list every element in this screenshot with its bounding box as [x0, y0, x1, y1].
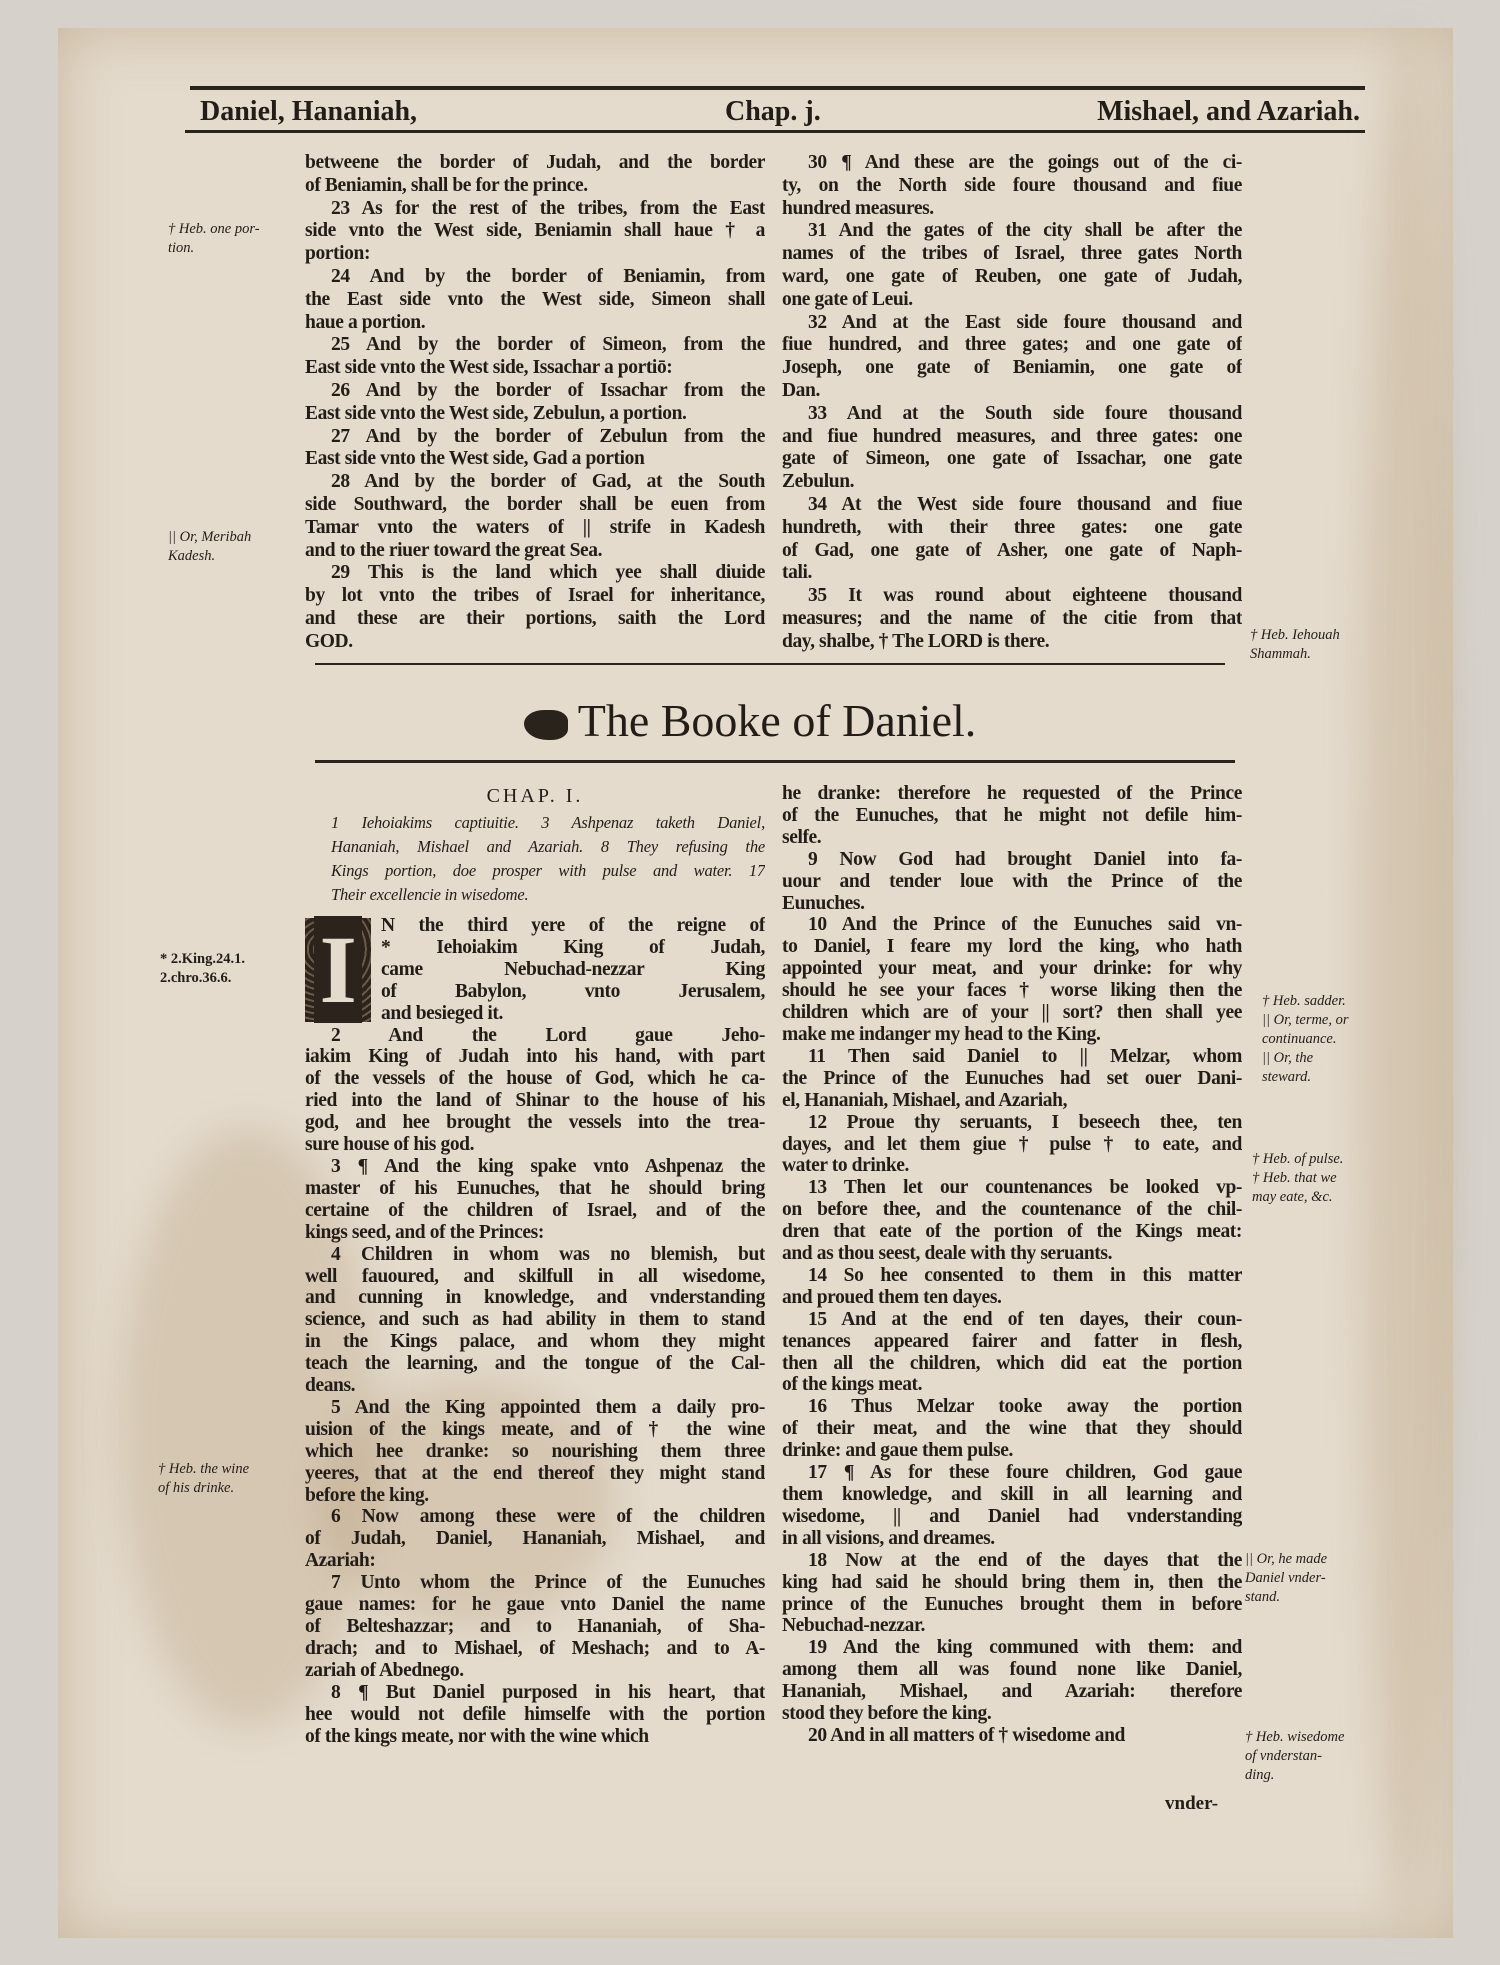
- text-line: sure house of his god.: [305, 1134, 475, 1156]
- text-line: East side vnto the West side, Issachar a portiō:: [305, 357, 673, 379]
- text-line: 4 Children in whom was no blemish, but: [331, 1243, 765, 1265]
- text-line: make me indanger my head to the King.: [782, 1023, 1101, 1045]
- text-line: 33 And at the South side foure thousand: [808, 402, 1242, 424]
- margin-note-line: † Heb. one por-: [168, 221, 260, 237]
- text-line: prince of the Eunuches brought them in before: [782, 1593, 1242, 1615]
- text-line: gate of Simeon, one gate of Issachar, one gate: [782, 448, 1242, 470]
- text-line: water to drinke.: [782, 1155, 910, 1177]
- text-line: Hananiah, Mishael, and Azariah: therefore: [782, 1681, 1242, 1703]
- text-line: and these are their portions, saith the Lord: [305, 607, 765, 629]
- text-line: of the Eunuches, that he might not defile him-: [782, 804, 1242, 826]
- text-line: N the third yere of the reigne of: [381, 915, 765, 936]
- text-line: Dan.: [782, 379, 820, 401]
- header-bottom-rule: [185, 130, 1365, 133]
- text-line: certaine of the children of Israel, and of the: [305, 1199, 765, 1221]
- text-line: well fauoured, and skilfull in all wisedome,: [305, 1265, 765, 1287]
- text-line: of the kings meate, nor with the wine which: [305, 1725, 649, 1747]
- margin-note: [158, 1460, 293, 1498]
- text-line: master of his Eunuches, that he should bring: [305, 1177, 765, 1199]
- text-line: 29 This is the land which yee shall diuide: [331, 562, 765, 584]
- margin-note-line: stand.: [1245, 1589, 1281, 1605]
- text-line: measures; and the name of the citie from that: [782, 607, 1242, 629]
- text-line: 26 And by the border of Issachar from the: [331, 379, 765, 401]
- text-line: tali.: [782, 562, 812, 584]
- margin-note-line: steward.: [1262, 1069, 1312, 1085]
- margin-note-line: Kadesh.: [168, 548, 216, 564]
- margin-note-line: † Heb. that we: [1252, 1170, 1337, 1186]
- text-line: Zebulun.: [782, 471, 855, 493]
- text-column-top-right: [782, 152, 1242, 654]
- margin-note-line: of his drinke.: [158, 1480, 235, 1496]
- text-line: ward, one gate of Reuben, one gate of Judah,: [782, 265, 1242, 287]
- text-line: Azariah:: [305, 1550, 376, 1572]
- text-line: 7 Unto whom the Prince of the Eunuches: [331, 1572, 765, 1594]
- text-line: GOD.: [305, 630, 353, 652]
- text-line: of Judah, Daniel, Hananiah, Mishael, and: [305, 1528, 765, 1550]
- text-line: 14 So hee consented to them in this matter: [808, 1264, 1242, 1286]
- text-line: should he see your faces † worse liking then the: [782, 980, 1242, 1002]
- text-line: Tamar vnto the waters of || strife in Kadesh: [305, 516, 765, 538]
- drop-cap-letter: I: [314, 916, 363, 1023]
- margin-note: [168, 220, 303, 258]
- margin-note-line: tion.: [168, 240, 195, 256]
- summary-line: Their excellencie in wisedome.: [331, 885, 529, 904]
- text-line: dren that eate of the portion of the Kings meat:: [782, 1221, 1242, 1243]
- text-line: of the vessels of the house of God, which he ca-: [305, 1068, 765, 1090]
- text-line: betweene the border of Judah, and the border: [305, 152, 765, 173]
- margin-note-line: † Heb. wisedome: [1245, 1729, 1345, 1745]
- text-line: East side vnto the West side, Zebulun, a portion.: [305, 402, 687, 424]
- margin-note-line: of vnderstan-: [1245, 1748, 1322, 1764]
- margin-note: [1252, 1150, 1387, 1207]
- text-line: deans.: [305, 1375, 356, 1397]
- text-column-bottom-right: [782, 783, 1242, 1747]
- margin-note: [160, 950, 295, 988]
- text-line: iakim King of Judah into his hand, with part: [305, 1046, 765, 1068]
- text-line: and besieged it.: [381, 1002, 503, 1024]
- text-line: side Southward, the border shall be euen from: [305, 493, 765, 515]
- text-line: drach; and to Mishael, of Meshach; and to A-: [305, 1637, 765, 1659]
- text-line: Joseph, one gate of Beniamin, one gate of: [782, 357, 1242, 379]
- text-line: stood they before the king.: [782, 1703, 992, 1725]
- text-line: 2 And the Lord gaue Jeho-: [331, 1024, 765, 1046]
- book-title-text: The Booke of Daniel.: [577, 695, 977, 746]
- text-line: tenances appeared fairer and fatter in flesh,: [782, 1330, 1242, 1352]
- text-line: 15 And at the end of ten dayes, their coun-: [808, 1308, 1242, 1330]
- margin-note-line: may eate, &c.: [1252, 1189, 1333, 1205]
- text-line: 10 And the Prince of the Eunuches said vn-: [808, 914, 1242, 936]
- text-line: teach the learning, and the tongue of the Cal-: [305, 1353, 765, 1375]
- text-line: came Nebuchad-nezzar King: [381, 958, 765, 980]
- text-line: 32 And at the East side foure thousand and: [808, 311, 1242, 333]
- text-line: hundred measures.: [782, 197, 934, 219]
- text-line: hee would not defile himselfe with the portion: [305, 1703, 765, 1725]
- text-line: of Gad, one gate of Asher, one gate of Naph-: [782, 539, 1242, 561]
- text-line: names of the tribes of Israel, three gates North: [782, 243, 1242, 265]
- text-line: among them all was found none like Daniel,: [782, 1659, 1242, 1681]
- text-line: god, and hee brought the vessels into the trea-: [305, 1112, 765, 1134]
- margin-note-line: || Or, Meribah: [168, 529, 252, 545]
- text-line: 34 At the West side foure thousand and fiue: [808, 493, 1242, 515]
- text-line: 27 And by the border of Zebulun from the: [331, 425, 765, 447]
- margin-note-line: * 2.King.24.1.: [160, 951, 245, 967]
- text-line: uision of the kings meate, and of † the wine: [305, 1418, 765, 1440]
- text-line: 17 ¶ As for these foure children, God gaue: [808, 1462, 1242, 1484]
- text-line: haue a portion.: [305, 311, 426, 333]
- text-line: 20 And in all matters of † wisedome and: [808, 1724, 1125, 1746]
- text-line: of the kings meat.: [782, 1374, 923, 1396]
- text-line: one gate of Leui.: [782, 288, 913, 310]
- text-line: and proued them ten dayes.: [782, 1286, 1002, 1308]
- text-line: king had said he should bring them in, then the: [782, 1571, 1242, 1593]
- margin-note-line: continuance.: [1262, 1031, 1337, 1047]
- text-line: of Belteshazzar; and to Hananiah, of Sha-: [305, 1616, 765, 1637]
- text-line: ty, on the North side foure thousand and fiue: [782, 174, 1242, 196]
- text-line: of Beniamin, shall be for the prince.: [305, 174, 588, 196]
- margin-note: [1245, 1728, 1380, 1785]
- margin-note-line: || Or, terme, or: [1262, 1012, 1349, 1028]
- summary-line: Hananiah, Mishael and Azariah. 8 They refusing the: [331, 837, 765, 856]
- text-line: by lot vnto the tribes of Israel for inheritance,: [305, 585, 765, 607]
- margin-note-line: † Heb. Iehouah: [1250, 627, 1340, 643]
- margin-note-line: || Or, he made: [1245, 1551, 1328, 1567]
- text-line: and to the riuer toward the great Sea.: [305, 539, 603, 561]
- text-line: Nebuchad-nezzar.: [782, 1615, 925, 1637]
- margin-note: [1262, 992, 1397, 1087]
- text-line: dayes, and let them giue † pulse † to eate, and: [782, 1133, 1242, 1155]
- text-line: 25 And by the border of Simeon, from the: [331, 334, 765, 356]
- text-line: hundreth, with their three gates: one gate: [782, 516, 1242, 538]
- text-line: which hee dranke: so nourishing them three: [305, 1440, 765, 1462]
- text-line: kings seed, and of the Princes:: [305, 1221, 544, 1243]
- running-head-right: Mishael, and Azariah.: [1097, 96, 1360, 127]
- margin-note: [1250, 626, 1385, 664]
- text-line: Eunuches.: [782, 892, 865, 914]
- text-line: science, and such as had ability in them to stand: [305, 1309, 765, 1331]
- text-line: selfe.: [782, 826, 822, 848]
- text-line: fiue hundred, and three gates; and one gate of: [782, 334, 1242, 356]
- margin-note: [1245, 1550, 1380, 1607]
- text-column-bottom-left: [305, 783, 765, 1747]
- text-line: day, shalbe, † The LORD is there.: [782, 630, 1050, 652]
- text-line: 35 It was round about eighteene thousand: [808, 585, 1242, 607]
- text-line: 28 And by the border of Gad, at the South: [331, 471, 765, 493]
- text-line: drinke: and gaue them pulse.: [782, 1440, 1013, 1462]
- text-line: the Prince of the Eunuches had set ouer Dani-: [782, 1067, 1242, 1089]
- book-title: [0, 694, 1500, 747]
- margin-note-line: † Heb. the wine: [158, 1461, 250, 1477]
- text-line: 11 Then said Daniel to || Melzar, whom: [808, 1045, 1242, 1067]
- text-line: 3 ¶ And the king spake vnto Ashpenaz the: [331, 1155, 765, 1177]
- margin-note-line: || Or, the: [1262, 1050, 1314, 1066]
- text-line: them knowledge, and skill in all learning and: [782, 1484, 1242, 1505]
- text-line: 16 Thus Melzar tooke away the portion: [808, 1396, 1242, 1418]
- margin-note-line: 2.chro.36.6.: [160, 970, 232, 986]
- text-line: el, Hananiah, Mishael, and Azariah,: [782, 1089, 1068, 1111]
- text-line: 23 As for the rest of the tribes, from the East: [331, 197, 765, 219]
- text-line: and as thou seest, deale with thy seruants.: [782, 1243, 1113, 1265]
- title-rule: [315, 760, 1235, 763]
- catchword: vnder-: [1165, 1793, 1219, 1814]
- margin-note-line: Shammah.: [1250, 646, 1311, 662]
- summary-line: 1 Iehoiakims captiuitie. 3 Ashpenaz taketh Daniel,: [331, 813, 765, 832]
- text-line: 30 ¶ And these are the goings out of the ci-: [808, 152, 1242, 173]
- summary-line: Kings portion, doe prosper with pulse and water. 17: [331, 861, 765, 880]
- text-line: in all visions, and dreames.: [782, 1527, 995, 1549]
- text-line: 19 And the king communed with them: and: [808, 1637, 1242, 1659]
- chapter-summary: [305, 811, 765, 907]
- text-line: the East side vnto the West side, Simeon shall: [305, 288, 765, 310]
- running-head-chapter: Chap. j.: [725, 96, 821, 127]
- text-line: he dranke: therefore he requested of the Prince: [782, 783, 1242, 804]
- text-line: and cunning in knowledge, and vnderstanding: [305, 1287, 765, 1309]
- running-head-left: Daniel, Hananiah,: [200, 96, 418, 127]
- text-line: wisedome, || and Daniel had vnderstanding: [782, 1505, 1242, 1527]
- text-line: yeeres, that at the end thereof they might stand: [305, 1462, 765, 1484]
- text-line: East side vnto the West side, Gad a portion: [305, 448, 645, 470]
- text-line: children which are of your || sort? then shall yee: [782, 1002, 1242, 1024]
- text-line: 8 ¶ But Daniel purposed in his heart, that: [331, 1681, 765, 1703]
- text-line: 18 Now at the end of the dayes that the: [808, 1549, 1242, 1571]
- text-line: uour and tender loue with the Prince of the: [782, 870, 1242, 892]
- margin-note-line: ding.: [1245, 1767, 1275, 1783]
- text-line: 9 Now God had brought Daniel into fa-: [808, 848, 1242, 870]
- text-line: gaue names: for he gaue vnto Daniel the name: [305, 1594, 765, 1616]
- margin-note: [168, 528, 303, 566]
- text-column-top-left: [305, 152, 765, 654]
- text-line: zariah of Abednego.: [305, 1659, 464, 1681]
- text-line: 24 And by the border of Beniamin, from: [331, 265, 765, 287]
- text-line: of their meat, and the wine that they should: [782, 1418, 1242, 1440]
- text-line: 6 Now among these were of the children: [331, 1506, 765, 1528]
- text-line: of Babylon, vnto Jerusalem,: [381, 980, 765, 1002]
- text-line: before the king.: [305, 1484, 429, 1506]
- text-line: ried into the land of Shinar to the house of his: [305, 1090, 765, 1112]
- text-line: * Iehoiakim King of Judah,: [381, 936, 765, 958]
- text-line: side vnto the West side, Beniamin shall haue † a: [305, 220, 765, 242]
- text-line: 12 Proue thy seruants, I beseech thee, ten: [808, 1111, 1242, 1133]
- margin-note-line: † Heb. sadder.: [1262, 993, 1346, 1009]
- text-line: and fiue hundred measures, and three gates: one: [782, 425, 1242, 447]
- edge-discoloration: [1358, 28, 1453, 1928]
- text-line: then all the children, which did eat the portion: [782, 1352, 1242, 1374]
- text-line: 31 And the gates of the city shall be after the: [808, 220, 1242, 242]
- header-top-rule: [190, 86, 1365, 90]
- drop-cap: [305, 918, 371, 1022]
- margin-note-line: Daniel vnder-: [1245, 1570, 1326, 1586]
- text-line: 5 And the King appointed them a daily pro-: [331, 1396, 765, 1418]
- margin-note-line: † Heb. of pulse.: [1252, 1151, 1344, 1167]
- text-line: on before thee, and the countenance of the chil-: [782, 1199, 1242, 1221]
- text-line: appointed your meat, and your drinke: for why: [782, 958, 1242, 980]
- section-rule: [315, 663, 1225, 665]
- text-line: portion:: [305, 243, 371, 265]
- chapter-heading: CHAP. I.: [486, 785, 584, 807]
- text-line: to Daniel, I feare my lord the king, who hath: [782, 936, 1242, 958]
- text-line: in the Kings palace, and whom they might: [305, 1331, 765, 1353]
- ornament-icon: [524, 710, 568, 740]
- text-line: 13 Then let our countenances be looked vp-: [808, 1177, 1242, 1199]
